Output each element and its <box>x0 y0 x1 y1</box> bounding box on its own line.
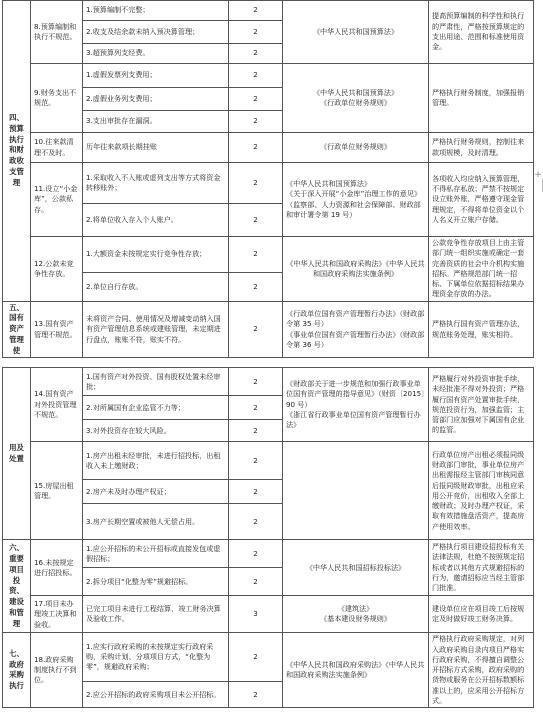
risk-detail-cell: 未将资产合同、使用情况及增减变动纳入国有资产管理信息系统或建账管理，未定期进行盘点，账账不符，账实不符。 <box>83 301 229 358</box>
measure-cell: 建设单位应在项目竣工后按规定及时做好竣工财务决算。 <box>429 596 534 633</box>
score-cell: 2 <box>229 442 283 480</box>
score-cell: 2 <box>229 237 283 273</box>
category-cell: 六、重要项目投资、建设和管理 <box>3 540 31 633</box>
risk-detail-cell: 2.将单位收入存入个人账户。 <box>83 204 229 237</box>
risk-item-cell: 13.国有资产管理不规范。 <box>31 301 83 358</box>
score-cell: 2 <box>229 420 283 442</box>
law-cell: 《中华人民共和国预算法》 《关于深入开展“小金库”治理工作的意见》（监察部、人力资源和社会保障部、财政部和审计署令第 19 号） <box>283 163 429 237</box>
score-cell: 2 <box>229 88 283 111</box>
measure-cell: 严格执行国有资产管理办法，规范账务处理，账实相符。 <box>429 301 534 358</box>
score-cell: 2 <box>229 64 283 88</box>
risk-detail-cell: 2.虚假业务列支费用； <box>83 88 229 111</box>
score-cell: 2 <box>229 301 283 358</box>
score-cell: 2 <box>229 44 283 64</box>
risk-detail-cell: 1.应实行政府采购的未按规定实行政府采购，采购计划、分项项目方式，“化整为零”，规避政府采购； <box>83 633 229 682</box>
risk-detail-cell: 1.大额资金未按规定实行竞争性存放； <box>83 237 229 273</box>
risk-item-cell: 17.项目未办理竣工决算和验收。 <box>31 596 83 633</box>
law-cell <box>283 442 429 540</box>
risk-detail-cell: 3.超预算列支经费。 <box>83 44 229 64</box>
score-cell: 2 <box>229 163 283 204</box>
score-cell: 2 <box>229 368 283 396</box>
risk-detail-cell: 2.对所属国有企业监管不力等； <box>83 396 229 420</box>
score-cell: 2 <box>229 111 283 133</box>
score-cell: 2 <box>229 480 283 504</box>
risk-detail-cell: 历年往来款项长期挂账 <box>83 133 229 163</box>
score-cell: 3 <box>229 596 283 633</box>
risk-table-bottom <box>2 367 534 708</box>
risk-table-page <box>2 0 533 708</box>
measure-cell: 严格执行财务制度，加强报销管理。 <box>429 64 534 133</box>
risk-detail-cell: 3.房产长期空置或被他人无偿占用。 <box>83 504 229 540</box>
category-cell: 五、国有资产管理使 <box>3 301 31 358</box>
law-cell: 《行政单位财务规则》 <box>283 133 429 163</box>
score-cell: 2 <box>229 681 283 707</box>
risk-table-top <box>2 0 534 358</box>
risk-detail-cell: 2.房产未及时办理产权证； <box>83 480 229 504</box>
risk-detail-cell: 2.单位自行存放。 <box>83 272 229 301</box>
measure-cell: 严格履行对外投资审批手续，未经批准不得对外投资；严格履行国有资产处置审批手续，规范投资行为，加强监管；主管部门应加强对下属国有企业的监管。 <box>429 368 534 442</box>
risk-item-cell: 14.国有资产对外投资管理不规范。 <box>31 368 83 442</box>
risk-detail-cell: 2.收支及结余款未纳入预决算管理； <box>83 21 229 44</box>
risk-detail-cell: 1.虚假发票列支费用； <box>83 64 229 88</box>
risk-detail-cell: 3.对外投资存在较大风险。 <box>83 420 229 442</box>
score-cell: 2 <box>229 204 283 237</box>
measure-cell: 公款竞争性存放项目上由主管部门统一组织实施或确定一套完善资质的社会中介机构实施招标。严格规范部门统一招标、下属单位依据招标结果办理资金存放的办法。 <box>429 237 534 302</box>
score-cell: 2 <box>229 21 283 44</box>
plus-marker-icon: + <box>534 170 542 180</box>
law-cell: 《中华人民共和国预算法》 <box>283 1 429 64</box>
risk-item-cell: 12.公款未竞争性存放。 <box>31 237 83 302</box>
measure-cell: 提高预算编制的科学性和执行的严肃性，严格按预算规定的支出用途、范围和标准使用资金。 <box>429 1 534 64</box>
risk-detail-cell: 1.应公开招标的未公开招标或直接发包或虚假招标； <box>83 540 229 568</box>
score-cell: 2 <box>229 133 283 163</box>
score-cell: 2 <box>229 633 283 682</box>
score-cell: 2 <box>229 540 283 568</box>
score-cell: 2 <box>229 272 283 301</box>
page-break-gap <box>2 358 533 367</box>
risk-detail-cell: 1.采取收入不入账或虚列支出等方式将资金转移账外； <box>83 163 229 204</box>
risk-item-cell: 15.房屋出租管理。 <box>31 442 83 540</box>
score-cell: 2 <box>229 568 283 596</box>
measure-cell: 各项收入均应纳入预算管理，不得私存私放；严禁不按规定设立账外账，严格遵守现金管理规定，不得将单位资金以个人名义开立账户存储。 <box>429 163 534 237</box>
category-cell: 四、预算执行和财政收支管理 <box>3 1 31 302</box>
law-cell: 《行政单位国有资产管理暂行办法》（财政部令第 35 号） 《事业单位国有资产管理暂行办法》（财政部令第 36 号） <box>283 301 429 358</box>
law-cell: 《中华人民共和国政府采购法》《中华人民共和国政府采购法实施条例》 <box>283 237 429 302</box>
risk-item-cell: 11.设立“小金库”，公款私存。 <box>31 163 83 237</box>
score-cell: 2 <box>229 504 283 540</box>
category-cell: 用及处置 <box>3 368 31 540</box>
measure-cell: 严格执行项目建设招投标有关法律法规，杜绝不按照规定招标或者以其他方式规避招标的行为，邀请招标应当经主管部门批准。 <box>429 540 534 596</box>
law-cell: 《财政部关于进一步规范和加强行政事业单位国有资产管理的指导意见》（财资〔2015〕90 号） 《浙江省行政事业单位国有资产管理暂行办法》 <box>283 368 429 442</box>
law-cell: 《建筑法》 《基本建设财务规则》 <box>283 596 429 633</box>
law-cell: 《中华人民共和国政府采购法》《中华人民共和国政府采购法实施条例》 <box>283 633 429 708</box>
risk-detail-cell: 1.预算编制不完整； <box>83 1 229 21</box>
risk-item-cell: 9.财务支出不规范。 <box>31 64 83 133</box>
law-cell: 《中华人民共和国预算法》 《行政单位财务规则》 <box>283 64 429 133</box>
risk-detail-cell: 2.拆分项目“化整为零”规避招标。 <box>83 568 229 596</box>
risk-item-cell: 8.预算编制和执行不规范。 <box>31 1 83 64</box>
risk-item-cell: 16.未按规定进行招投标。 <box>31 540 83 596</box>
score-cell: 2 <box>229 396 283 420</box>
measure-cell: 行政单位房产出租必须报同级财政部门审批，事业单位房产出租需报经主管部门审核同意后报同级财政审批，出租应采用公开竞价，出租收入全部上缴财政；及时办理产权证，采取有效措施盘活资产，提高房产使用效率。 <box>429 442 534 540</box>
risk-detail-cell: 已完工项目未进行工程结算，竣工财务决算及验收工作。 <box>83 596 229 633</box>
risk-detail-cell: 1.房产出租未经审批，未进行招投标，出租收入未上缴财政； <box>83 442 229 480</box>
measure-cell: 严格执行财务规则，控制往来款项规模，及时清理。 <box>429 133 534 163</box>
risk-detail-cell: 2.应公开招标的政府采购项目未公开招标。 <box>83 681 229 707</box>
measure-cell: 严格执行政府采购规定，对列入政府采购目录内项目严格实行政府采购，不得擅自调整公开招标方式采购，政府采购的货物或服务在公开招标数额标准以上的，应采用公开招标方式。 <box>429 633 534 708</box>
risk-detail-cell: 1.国有资产对外投资、国有股权处置未经审批； <box>83 368 229 396</box>
category-cell: 七、政府采购执行 <box>3 633 31 708</box>
risk-item-cell: 10.往来款清理不及时。 <box>31 133 83 163</box>
risk-item-cell: 18.政府采购制度执行不到位。 <box>31 633 83 708</box>
score-cell: 2 <box>229 1 283 21</box>
risk-detail-cell: 3.支出审批存在漏洞。 <box>83 111 229 133</box>
law-cell: 《中华人民共和国招标投标法》 <box>283 540 429 596</box>
